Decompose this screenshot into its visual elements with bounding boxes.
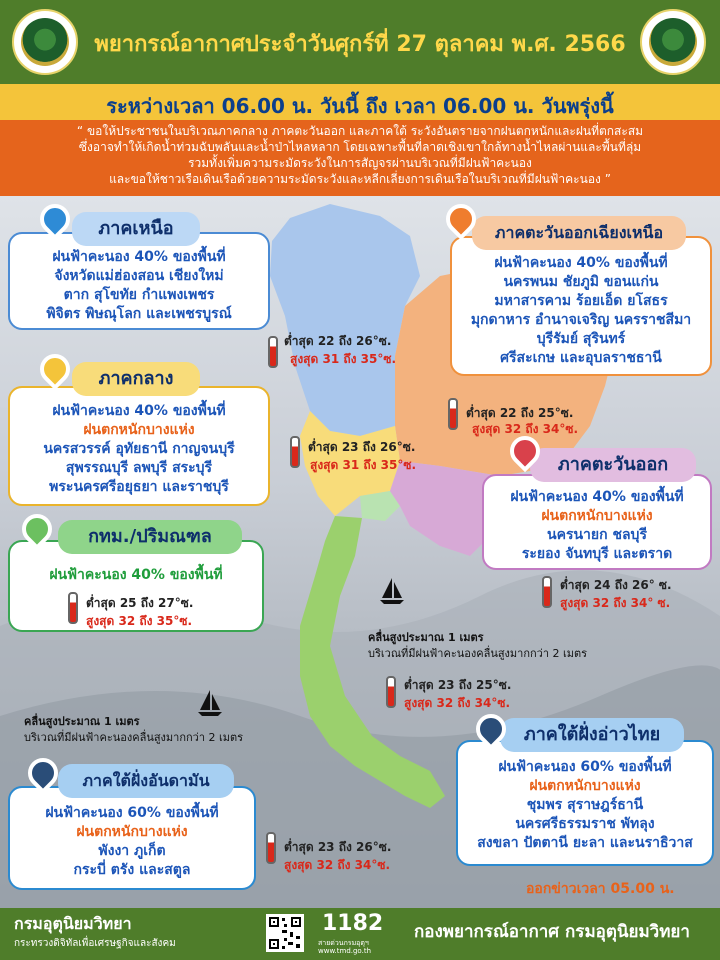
northeast-line: มุกดาหาร อำนาจเจริญ นครราชสีมา: [470, 312, 692, 328]
warning-line: รวมทั้งเพิ่มความระมัดระวังในการสัญจรผ่านบริเวณที่มีฝนฟ้าคะนอง: [188, 156, 532, 170]
northeast-line: บุรีรัมย์ สุรินทร์: [536, 331, 626, 347]
website-link[interactable]: www.tmd.go.th: [318, 947, 371, 955]
thermometer-icon: [386, 676, 396, 708]
bangkok-tmin: ต่ำสุด 25 ถึง 27°ซ.: [86, 596, 194, 610]
central-title: ภาคกลาง: [72, 362, 200, 396]
south-andaman-line: กระบี่ ตรัง และสตูล: [73, 862, 191, 878]
central-line: นครสวรรค์ อุทัยธานี กาญจนบุรี: [43, 441, 235, 457]
bangkok-tmax: สูงสุด 32 ถึง 35°ซ.: [86, 614, 193, 628]
sailboat-icon: [196, 688, 224, 720]
hotline-caption: [318, 939, 388, 955]
bangkok-title: กทม./ปริมณฑล: [58, 520, 242, 554]
northeast-tmin: ต่ำสุด 22 ถึง 25°ซ.: [466, 406, 574, 420]
central-line: ฝนตกหนักบางแห่ง: [83, 422, 195, 438]
east-line: ฝนฟ้าคะนอง 40% ของพื้นที่: [510, 489, 684, 505]
south-gulf-tmax: สูงสุด 32 ถึง 34°ซ.: [404, 696, 511, 710]
north-title: ภาคเหนือ: [72, 212, 200, 246]
thermometer-icon: [448, 398, 458, 430]
south-andaman-card: [8, 786, 256, 890]
warning-line: และขอให้ชาวเรือเดินเรือด้วยความระมัดระวังและหลีกเลี่ยงการเดินเรือในบริเวณที่มีฝนฟ้าคะนอง ”: [109, 172, 611, 186]
south-gulf-line: สงขลา ปัตตานี ยะลา และนราธิวาส: [477, 835, 693, 851]
east-tmin: ต่ำสุด 24 ถึง 26° ซ.: [560, 578, 672, 592]
gulf-wave-detail: บริเวณที่มีฝนฟ้าคะนองคลื่นสูงมากกว่า 2 เมตร: [368, 647, 588, 660]
northeast-card: [450, 236, 712, 376]
footer-department: กรมอุตุนิยมวิทยา: [14, 914, 132, 933]
north-tmin: ต่ำสุด 22 ถึง 26°ซ.: [284, 334, 392, 348]
south-gulf-line: ชุมพร สุราษฎร์ธานี: [526, 797, 644, 813]
central-line: สุพรรณบุรี ลพบุรี สระบุรี: [65, 460, 213, 476]
central-line: ฝนฟ้าคะนอง 40% ของพื้นที่: [52, 403, 226, 419]
south-gulf-line: ฝนฟ้าคะนอง 60% ของพื้นที่: [498, 759, 672, 775]
north-card: [8, 232, 270, 330]
northeast-title: ภาคตะวันออกเฉียงเหนือ: [472, 216, 686, 250]
warning-line: “ ขอให้ประชาชนในบริเวณภาคกลาง ภาคตะวันออก และภาคใต้ ระวังอันตรายจากฝนตกหนักและฝนที่ตกสะสม: [76, 124, 644, 138]
tmd-logo-icon: [640, 9, 706, 75]
east-card: [482, 474, 712, 570]
issued-time: ออกข่าวเวลา 05.00 น.: [526, 881, 675, 897]
footer-office: กองพยากรณ์อากาศ กรมอุตุนิยมวิทยา: [414, 922, 690, 942]
central-card: [8, 386, 270, 506]
central-tmin: ต่ำสุด 23 ถึง 26°ซ.: [308, 440, 416, 454]
northeast-line: มหาสารคาม ร้อยเอ็ด ยโสธร: [494, 293, 668, 309]
central-tmax: สูงสุด 31 ถึง 35°ซ.: [310, 458, 417, 472]
thermometer-icon: [68, 592, 78, 624]
hotline-number: 1182: [322, 911, 384, 936]
andaman-wave-detail: บริเวณที่มีฝนฟ้าคะนองคลื่นสูงมากกว่า 2 เมตร: [24, 731, 244, 744]
thermometer-icon: [542, 576, 552, 608]
thermometer-icon: [268, 336, 278, 368]
east-tmax: สูงสุด 32 ถึง 34° ซ.: [560, 596, 671, 610]
east-line: ระยอง จันทบุรี และตราด: [521, 546, 673, 562]
north-line: จังหวัดแม่ฮ่องสอน เชียงใหม่: [54, 268, 224, 284]
south-andaman-tmin: ต่ำสุด 23 ถึง 26°ซ.: [284, 840, 392, 854]
south-andaman-title: ภาคใต้ฝั่งอันดามัน: [58, 764, 234, 798]
north-line: ตาก สุโขทัย กำแพงเพชร: [63, 287, 215, 303]
south-gulf-line: ฝนตกหนักบางแห่ง: [529, 778, 641, 794]
south-gulf-line: นครศรีธรรมราช พัทลุง: [515, 816, 655, 832]
south-gulf-title: ภาคใต้ฝั่งอ่าวไทย: [500, 718, 684, 752]
qr-code-icon: [266, 914, 304, 952]
ministry-logo-icon: [12, 9, 78, 75]
footer-ministry: กระทรวงดิจิทัลเพื่อเศรษฐกิจและสังคม: [14, 938, 176, 949]
page-title: พยากรณ์อากาศประจำวันศุกร์ที่ 27 ตุลาคม พ.ศ. 2566: [94, 32, 626, 57]
north-line: พิจิตร พิษณุโลก และเพชรบูรณ์: [46, 306, 232, 322]
warning-line: ซึ่งอาจทำให้เกิดน้ำท่วมฉับพลันและน้ำป่าไหลหลาก โดยเฉพาะพื้นที่ลาดเชิงเขาใกล้ทางน้ำไหลผ่านและพื้นที่ลุ่ม: [78, 140, 642, 154]
thermometer-icon: [266, 832, 276, 864]
east-line: ฝนตกหนักบางแห่ง: [541, 508, 653, 524]
east-title: ภาคตะวันออก: [530, 448, 696, 482]
east-line: นครนายก ชลบุรี: [547, 527, 647, 543]
northeast-line: นครพนม ชัยภูมิ ขอนแก่น: [503, 274, 659, 290]
south-andaman-line: พังงา ภูเก็ต: [98, 843, 166, 859]
north-tmax: สูงสุด 31 ถึง 35°ซ.: [290, 352, 397, 366]
south-gulf-card: [456, 740, 714, 866]
northeast-tmax: สูงสุด 32 ถึง 34°ซ.: [472, 422, 579, 436]
south-andaman-line: ฝนตกหนักบางแห่ง: [76, 824, 188, 840]
andaman-wave-height: คลื่นสูงประมาณ 1 เมตร: [24, 715, 140, 728]
bangkok-line: ฝนฟ้าคะนอง 40% ของพื้นที่: [49, 567, 223, 583]
thermometer-icon: [290, 436, 300, 468]
south-andaman-tmax: สูงสุด 32 ถึง 34°ซ.: [284, 858, 391, 872]
gulf-wave-height: คลื่นสูงประมาณ 1 เมตร: [368, 631, 484, 644]
central-line: พระนครศรีอยุธยา และราชบุรี: [49, 479, 229, 495]
hotline-label: สายด่วนกรมอุตุฯ: [318, 939, 369, 947]
forecast-period: ระหว่างเวลา 06.00 น. วันนี้ ถึง เวลา 06.00 น. วันพรุ่งนี้: [106, 94, 614, 118]
south-gulf-tmin: ต่ำสุด 23 ถึง 25°ซ.: [404, 678, 512, 692]
northeast-line: ศรีสะเกษ และอุบลราชธานี: [500, 350, 662, 366]
south-andaman-line: ฝนฟ้าคะนอง 60% ของพื้นที่: [45, 805, 219, 821]
northeast-line: ฝนฟ้าคะนอง 40% ของพื้นที่: [494, 255, 668, 271]
sailboat-icon: [378, 576, 406, 608]
north-line: ฝนฟ้าคะนอง 40% ของพื้นที่: [52, 249, 226, 265]
